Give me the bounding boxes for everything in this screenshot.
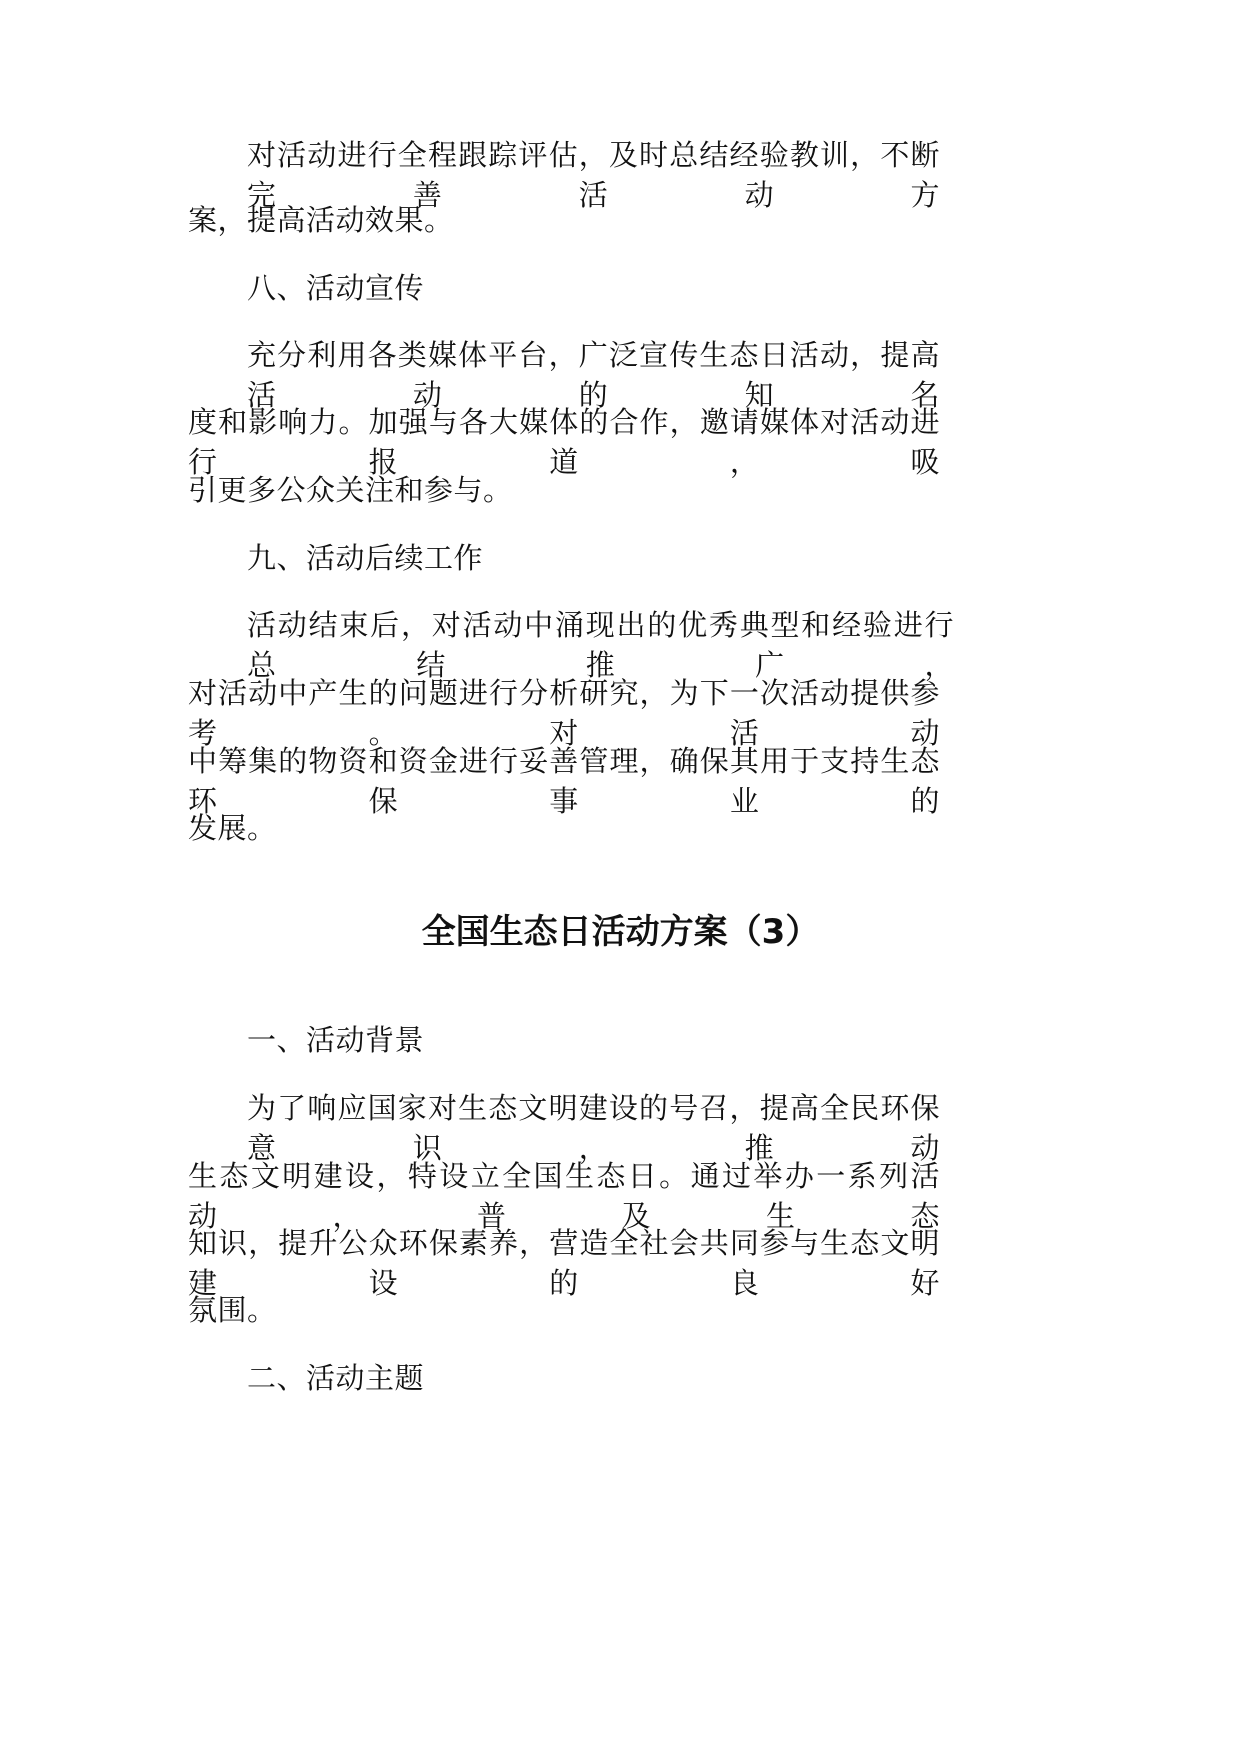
section-heading: 一、活动背景 xyxy=(247,1023,425,1057)
section-heading: 八、活动宣传 xyxy=(247,271,425,305)
paragraph-line: 活动结束后，对活动中涌现出的优秀典型和经验进行总结推广， xyxy=(247,608,954,682)
section-heading: 九、活动后续工作 xyxy=(247,541,484,575)
paragraph-line: 知识，提升公众环保素养，营造全社会共同参与生态文明建设的良好 xyxy=(188,1226,940,1300)
paragraph-line: 引更多公众关注和参与。 xyxy=(188,473,513,507)
paragraph-line: 为了响应国家对生态文明建设的号召，提高全民环保意识，推动 xyxy=(247,1091,940,1165)
paragraph-line: 案，提高活动效果。 xyxy=(188,203,454,237)
document-title: 全国生态日活动方案（3） xyxy=(421,912,820,952)
paragraph-line: 对活动中产生的问题进行分析研究，为下一次活动提供参考。对活动 xyxy=(188,676,940,750)
paragraph-line: 对活动进行全程跟踪评估，及时总结经验教训，不断完善活动方 xyxy=(247,138,940,212)
paragraph-line: 中筹集的物资和资金进行妥善管理，确保其用于支持生态环保事业的 xyxy=(188,744,940,818)
paragraph-line: 氛围。 xyxy=(188,1293,277,1327)
paragraph-line: 充分利用各类媒体平台，广泛宣传生态日活动，提高活动的知名 xyxy=(247,338,940,412)
section-heading: 二、活动主题 xyxy=(247,1361,425,1395)
paragraph-line: 发展。 xyxy=(188,811,277,845)
paragraph-line: 度和影响力。加强与各大媒体的合作，邀请媒体对活动进行报道，吸 xyxy=(188,405,940,479)
paragraph-line: 生态文明建设，特设立全国生态日。通过举办一系列活动，普及生态 xyxy=(188,1159,940,1233)
